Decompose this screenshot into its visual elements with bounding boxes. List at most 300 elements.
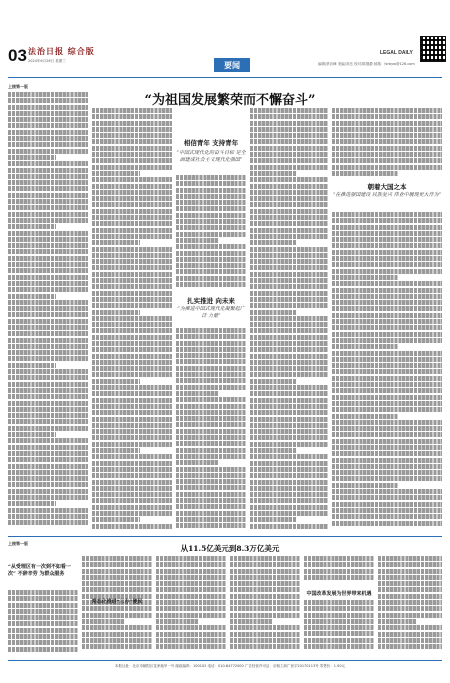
text-line [250, 429, 328, 434]
text-line [176, 454, 246, 459]
text-line [250, 398, 328, 403]
text-line [8, 180, 88, 185]
text-line [176, 448, 246, 453]
text-line [250, 184, 328, 189]
text-line [332, 218, 442, 223]
text-line [176, 416, 246, 421]
text-line [250, 435, 328, 440]
text-line [176, 341, 246, 346]
text-line [250, 404, 328, 409]
text-line [176, 397, 246, 402]
text-line [92, 398, 172, 403]
text-line [92, 379, 140, 384]
second-article-left-title: “从受理区有一次到不如看一次” 不辞辛劳 为群众服务 [8, 564, 71, 577]
text-line [230, 606, 300, 611]
quote-right: “在推进强国建设 民族复兴 伟业中展现更大作为” [332, 192, 442, 198]
text-line [176, 523, 246, 528]
text-line [378, 556, 442, 561]
text-line [304, 631, 374, 636]
text-line [250, 297, 328, 302]
text-line [332, 165, 442, 170]
text-line [92, 228, 172, 233]
english-paper-name: LEGAL DAILY [380, 50, 413, 56]
text-line [250, 253, 328, 258]
text-line [332, 281, 442, 286]
text-line [8, 237, 88, 242]
text-line [92, 297, 172, 302]
text-line [250, 202, 328, 207]
second-body-1 [8, 590, 78, 656]
text-line [250, 158, 328, 163]
text-line [176, 498, 246, 503]
text-line [332, 332, 442, 337]
text-line [332, 313, 442, 318]
body-column-3b [176, 328, 246, 532]
text-line [176, 359, 246, 364]
text-line [8, 369, 88, 374]
text-line [250, 209, 328, 214]
text-line [304, 569, 374, 574]
text-line [8, 136, 88, 141]
text-line [250, 228, 328, 233]
text-line [304, 600, 374, 605]
text-line [230, 613, 300, 618]
text-line [8, 413, 88, 418]
text-line [176, 175, 246, 180]
text-line [332, 158, 442, 163]
text-line [250, 316, 328, 321]
text-line [250, 291, 328, 296]
text-line [176, 244, 246, 249]
body-column-4 [250, 108, 328, 532]
text-line [250, 467, 328, 472]
text-line [250, 423, 328, 428]
text-line [8, 168, 88, 173]
text-line [176, 435, 246, 440]
text-line [250, 524, 328, 529]
text-line [8, 174, 88, 179]
text-line [8, 130, 88, 135]
text-line [8, 476, 88, 481]
text-line [8, 105, 88, 110]
text-line [250, 259, 328, 264]
text-line [332, 306, 442, 311]
text-line [332, 114, 442, 119]
text-line [92, 354, 172, 359]
text-line [332, 495, 442, 500]
text-line [8, 501, 56, 506]
text-line [230, 575, 300, 580]
text-line [378, 575, 442, 580]
text-line [332, 376, 442, 381]
text-line [176, 276, 246, 281]
text-line [230, 556, 300, 561]
text-line [304, 575, 374, 580]
text-line [250, 177, 328, 182]
text-line [378, 600, 442, 605]
text-line [82, 569, 152, 574]
text-line [332, 363, 442, 368]
text-line [92, 505, 172, 510]
text-line [8, 281, 88, 286]
text-line [92, 442, 172, 447]
text-line [176, 213, 246, 218]
text-line [8, 603, 78, 608]
text-line [156, 606, 226, 611]
text-line [92, 486, 172, 491]
text-line [378, 562, 442, 567]
text-line [92, 473, 172, 478]
text-line [8, 419, 88, 424]
text-line [250, 511, 328, 516]
text-line [250, 417, 328, 422]
text-line [176, 263, 246, 268]
text-line [92, 480, 172, 485]
text-line [8, 306, 88, 311]
text-line [176, 353, 246, 358]
text-line [378, 581, 442, 586]
text-line [250, 366, 328, 371]
text-line [92, 291, 172, 296]
text-line [332, 237, 442, 242]
text-line [332, 382, 442, 387]
text-line [92, 366, 172, 371]
text-line [92, 404, 172, 409]
continued-label-2: 上接第一版 [8, 541, 28, 546]
text-line [230, 569, 300, 574]
text-line [250, 379, 297, 384]
text-line [250, 498, 328, 503]
text-line [156, 587, 226, 592]
text-line [176, 269, 246, 274]
text-line [92, 316, 172, 321]
text-line [176, 404, 246, 409]
text-line [8, 287, 88, 292]
text-line [230, 632, 300, 637]
text-line [8, 300, 88, 305]
text-line [8, 312, 88, 317]
text-line [8, 514, 88, 519]
text-line [230, 619, 272, 624]
text-line [92, 498, 172, 503]
text-line [8, 451, 88, 456]
text-line [8, 356, 88, 361]
text-line [250, 221, 328, 226]
text-line [8, 432, 56, 437]
text-line [92, 517, 140, 522]
text-line [176, 467, 246, 472]
text-line [332, 212, 442, 217]
text-line [332, 243, 442, 248]
text-line [92, 215, 172, 220]
text-line [8, 186, 88, 191]
text-line [250, 347, 328, 352]
text-line [156, 644, 226, 649]
text-line [8, 212, 88, 217]
text-line [250, 505, 328, 510]
text-line [378, 644, 442, 649]
text-line [92, 240, 140, 245]
text-line [156, 632, 226, 637]
editors-line: 编辑/蔡岩峰 美编/高岳 校对/陈继爵 邮箱：fzrbyw@126.com [318, 62, 415, 66]
text-line [176, 334, 246, 339]
quote-middle: “中国式现代化的奋斗目标 是全面建成社会主义现代化强国” [176, 150, 246, 163]
text-line [92, 429, 172, 434]
text-line [332, 470, 442, 475]
body-column-3a [176, 175, 246, 290]
text-line [92, 177, 172, 182]
text-line [92, 108, 172, 113]
text-line [176, 194, 246, 199]
text-line [250, 265, 328, 270]
text-line [230, 587, 300, 592]
text-line [250, 146, 328, 151]
text-line [332, 325, 442, 330]
text-line [378, 632, 442, 637]
text-line [250, 410, 328, 415]
text-line [8, 621, 78, 626]
qr-code-icon [420, 36, 446, 62]
text-line [176, 517, 246, 522]
text-line [8, 470, 88, 475]
text-line [250, 486, 328, 491]
text-line [92, 310, 140, 315]
text-line [8, 445, 88, 450]
text-line [92, 265, 172, 270]
text-line [250, 328, 328, 333]
text-line [92, 385, 172, 390]
text-line [250, 171, 297, 176]
text-line [230, 644, 300, 649]
text-line [92, 372, 172, 377]
text-line [8, 508, 88, 513]
text-line [250, 240, 297, 245]
text-line [92, 524, 172, 529]
text-line [250, 442, 328, 447]
text-line [8, 92, 88, 97]
text-line [250, 360, 328, 365]
text-line [332, 133, 442, 138]
text-line [92, 347, 172, 352]
text-line [176, 200, 246, 205]
text-line [176, 429, 246, 434]
text-line [92, 467, 172, 472]
text-line [332, 319, 442, 324]
footer-rule [8, 660, 442, 661]
text-line [176, 473, 246, 478]
text-line [176, 257, 246, 262]
text-line [92, 410, 172, 415]
text-line [250, 114, 328, 119]
text-line [250, 461, 328, 466]
text-line [92, 184, 172, 189]
text-line [332, 146, 442, 151]
text-line [8, 464, 88, 469]
text-line [332, 250, 442, 255]
text-line [332, 508, 442, 513]
second-headline: 从11.5亿美元到8.3万亿美元 [180, 544, 280, 553]
text-line [156, 619, 198, 624]
text-line [8, 394, 88, 399]
text-line [250, 284, 328, 289]
text-line [92, 360, 172, 365]
text-line [332, 426, 442, 431]
text-line [8, 111, 88, 116]
text-line [250, 372, 328, 377]
text-line [8, 319, 88, 324]
text-line [250, 272, 328, 277]
text-line [92, 278, 172, 283]
text-line [332, 262, 442, 267]
text-line [176, 378, 246, 383]
text-line [8, 438, 88, 443]
text-line [8, 426, 88, 431]
section-tab: 要闻 [214, 58, 250, 72]
text-line [82, 613, 152, 618]
text-line [332, 445, 442, 450]
text-line [82, 644, 152, 649]
text-line [92, 165, 172, 170]
text-line [92, 492, 172, 497]
text-line [92, 196, 172, 201]
text-line [92, 423, 172, 428]
text-line [250, 127, 328, 132]
subhead-right: 朝着大国之本 [367, 183, 407, 191]
text-line [176, 511, 246, 516]
text-line [8, 338, 88, 343]
text-line [92, 435, 172, 440]
text-line [92, 171, 140, 176]
text-line [230, 562, 300, 567]
text-line [92, 417, 172, 422]
text-line [92, 209, 172, 214]
text-line [8, 388, 88, 393]
text-line [82, 556, 152, 561]
text-line [332, 451, 442, 456]
text-line [332, 152, 442, 157]
continued-label: 上接第一版 [8, 84, 28, 89]
text-line [332, 108, 442, 113]
text-line [8, 495, 88, 500]
text-line [250, 247, 328, 252]
text-line [82, 575, 152, 580]
text-line [92, 391, 172, 396]
text-line [250, 215, 328, 220]
text-line [176, 372, 246, 377]
text-line [8, 331, 88, 336]
text-line [332, 521, 442, 526]
text-line [378, 606, 442, 611]
text-line [176, 441, 246, 446]
text-line [378, 569, 442, 574]
text-line [8, 382, 88, 387]
text-line [82, 632, 152, 637]
text-line [8, 231, 88, 236]
text-line [8, 457, 88, 462]
text-line [250, 341, 328, 346]
text-line [156, 581, 226, 586]
text-line [230, 594, 300, 599]
masthead-rule [8, 77, 442, 78]
text-line [92, 259, 172, 264]
body-column-5a [332, 108, 442, 178]
text-line [176, 504, 246, 509]
second-body-5a [304, 556, 374, 586]
text-line [8, 634, 78, 639]
text-line [332, 338, 442, 343]
text-line [304, 562, 374, 567]
text-line [156, 575, 226, 580]
text-line [8, 325, 88, 330]
text-line [176, 391, 218, 396]
text-line [250, 139, 328, 144]
text-line [332, 171, 398, 176]
text-line [332, 439, 442, 444]
text-line [176, 219, 246, 224]
subhead-middle: 相信青年 支持青年 [183, 139, 239, 147]
second-body-4 [230, 556, 300, 656]
article-divider [8, 536, 442, 537]
text-line [332, 464, 442, 469]
text-line [250, 391, 328, 396]
text-line [176, 225, 246, 230]
text-line [92, 146, 172, 151]
text-line [82, 606, 152, 611]
text-line [156, 613, 226, 618]
second-subhead-left: 常态化推进“三办”便民 [91, 599, 143, 605]
second-subhead-right: 中国改革发展为世界带来机遇 [306, 591, 372, 597]
text-line [82, 581, 152, 586]
text-line [230, 600, 300, 605]
text-line [8, 520, 88, 525]
text-line [8, 262, 88, 267]
footer: 本报社址：北京市朝阳区花家地甲一号 邮政编码：100102 电话：010-84772000 广告经营许可证：京朝工商广登字20170113号 零售价：1.50元 [114, 664, 346, 668]
text-line [8, 482, 88, 487]
text-line [8, 149, 88, 154]
text-line [176, 181, 246, 186]
text-line [250, 354, 328, 359]
text-line [176, 251, 246, 256]
text-line [92, 253, 172, 258]
text-line [250, 454, 328, 459]
date-line: 2024年6月26日 星期三 [28, 59, 66, 63]
text-line [92, 284, 172, 289]
text-line [156, 562, 226, 567]
text-line [332, 269, 442, 274]
second-body-3 [156, 556, 226, 656]
text-line [332, 489, 442, 494]
main-headline: “为祖国发展繁荣而不懈奋斗” [144, 93, 316, 108]
text-line [8, 375, 88, 380]
text-line [176, 492, 246, 497]
text-line [8, 407, 88, 412]
text-line [250, 492, 328, 497]
text-line [332, 401, 442, 406]
text-line [250, 448, 297, 453]
masthead [8, 40, 442, 74]
text-line [250, 310, 297, 315]
text-line [332, 121, 442, 126]
text-line [250, 480, 328, 485]
text-line [92, 133, 172, 138]
text-line [8, 489, 88, 494]
text-line [176, 385, 246, 390]
text-line [8, 268, 88, 273]
text-line [332, 407, 442, 412]
body-column-5b [332, 212, 442, 532]
text-line [250, 322, 328, 327]
text-line [332, 458, 442, 463]
